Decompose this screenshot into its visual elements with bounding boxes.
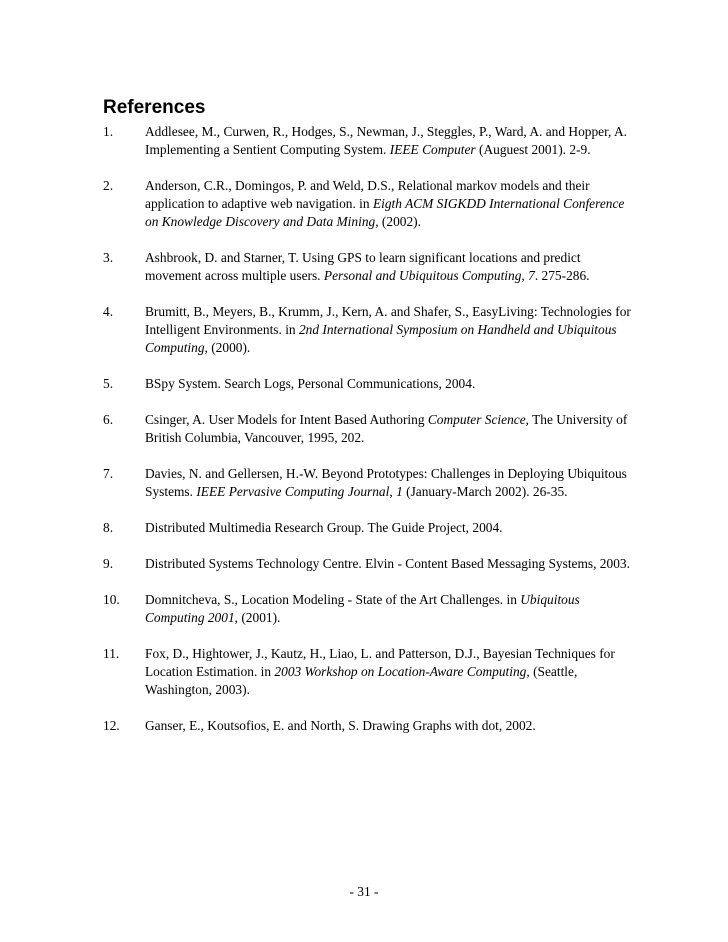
reference-segment: Ganser, E., Koutsofios, E. and North, S. Drawing Graphs with dot, 2002.: [145, 718, 536, 733]
reference-segment: Brumitt, B., Meyers, B., Krumm, J., Kern, A. and Shafer, S., EasyLiving: Technologies for Intelligent Environments. in: [145, 304, 631, 337]
reference-number: 10.: [103, 592, 120, 607]
reference-segment: ,: [521, 268, 529, 283]
reference-italic-segment: IEEE Pervasive Computing Journal: [196, 484, 390, 499]
reference-text: [145, 519, 633, 537]
reference-item: [103, 303, 633, 357]
reference-text: [145, 123, 633, 159]
reference-segment: , (2000).: [204, 340, 251, 355]
reference-text: [145, 717, 633, 735]
reference-text: [145, 177, 633, 231]
reference-segment: , (Seattle, Washington, 2003).: [145, 664, 578, 697]
reference-text: [145, 465, 633, 501]
reference-item: [103, 465, 633, 501]
reference-segment: Fox, D., Hightower, J., Kautz, H., Liao, L. and Patterson, D.J., Bayesian Techniques for Location Estimation. in: [145, 646, 615, 679]
reference-number: 6.: [103, 412, 114, 427]
reference-item: [103, 411, 633, 447]
reference-italic-segment: IEEE Computer: [389, 142, 476, 157]
reference-italic-segment: 7: [528, 268, 535, 283]
reference-italic-segment: Personal and Ubiquitous Computing: [323, 268, 522, 283]
reference-text: [145, 375, 633, 393]
reference-text: [145, 591, 633, 627]
reference-number: 2.: [103, 178, 114, 193]
reference-italic-segment: 1: [396, 484, 403, 499]
reference-number: 5.: [103, 376, 114, 391]
reference-item: [103, 375, 633, 393]
reference-segment: , (2002).: [375, 214, 421, 229]
reference-segment: Anderson, C.R., Domingos, P. and Weld, D.S., Relational markov models and their application to adaptive web navigation. in: [145, 178, 590, 211]
reference-number: 1.: [103, 124, 114, 139]
reference-segment: Domnitcheva, S., Location Modeling - State of the Art Challenges. in: [145, 592, 521, 607]
reference-segment: BSpy System. Search Logs, Personal Communications, 2004.: [145, 376, 476, 391]
reference-item: [103, 591, 633, 627]
reference-item: [103, 717, 633, 735]
reference-number: 8.: [103, 520, 114, 535]
reference-text: [145, 555, 633, 573]
reference-text: [145, 249, 633, 285]
references-heading: References: [103, 97, 206, 118]
reference-text: [145, 303, 633, 357]
reference-item: [103, 123, 633, 159]
page-number: - 31 -: [349, 884, 379, 899]
reference-number: 4.: [103, 304, 114, 319]
reference-segment: Addlesee, M., Curwen, R., Hodges, S., Newman, J., Steggles, P., Ward, A. and Hopper, A. Implementing a Sentient Computing System.: [145, 124, 628, 157]
reference-segment: , (2001).: [234, 610, 281, 625]
reference-number: 9.: [103, 556, 114, 571]
reference-number: 12.: [103, 718, 120, 733]
reference-segment: Ashbrook, D. and Starner, T. Using GPS to learn significant locations and predict movement across multiple users.: [145, 250, 581, 283]
reference-segment: (Auguest 2001). 2-9.: [475, 142, 591, 157]
reference-number: 3.: [103, 250, 114, 265]
reference-item: [103, 555, 633, 573]
reference-text: [145, 411, 633, 447]
reference-italic-segment: 2003 Workshop on Location-Aware Computing: [274, 664, 527, 679]
reference-item: [103, 177, 633, 231]
reference-item: [103, 645, 633, 699]
reference-segment: , The University of British Columbia, Vancouver, 1995, 202.: [145, 412, 628, 445]
reference-text: [145, 645, 633, 699]
reference-segment: ,: [389, 484, 397, 499]
reference-italic-segment: Computer Science: [427, 412, 526, 427]
reference-list: [103, 123, 633, 753]
reference-item: [103, 249, 633, 285]
reference-segment: Davies, N. and Gellersen, H.-W. Beyond Prototypes: Challenges in Deploying Ubiquitous Systems.: [145, 466, 627, 499]
reference-italic-segment: Ubiquitous Computing 2001: [145, 592, 580, 625]
reference-item: [103, 519, 633, 537]
reference-italic-segment: 2nd International Symposium on Handheld and Ubiquitous Computing: [145, 322, 617, 355]
reference-segment: (January-March 2002). 26-35.: [402, 484, 568, 499]
reference-number: 7.: [103, 466, 114, 481]
reference-segment: Distributed Systems Technology Centre. Elvin - Content Based Messaging Systems, 2003.: [145, 556, 630, 571]
reference-number: 11.: [103, 646, 120, 661]
reference-segment: Distributed Multimedia Research Group. The Guide Project, 2004.: [145, 520, 503, 535]
reference-segment: Csinger, A. User Models for Intent Based Authoring: [145, 412, 428, 427]
reference-segment: . 275-286.: [534, 268, 590, 283]
reference-italic-segment: Eigth ACM SIGKDD International Conference on Knowledge Discovery and Data Mining: [145, 196, 625, 229]
